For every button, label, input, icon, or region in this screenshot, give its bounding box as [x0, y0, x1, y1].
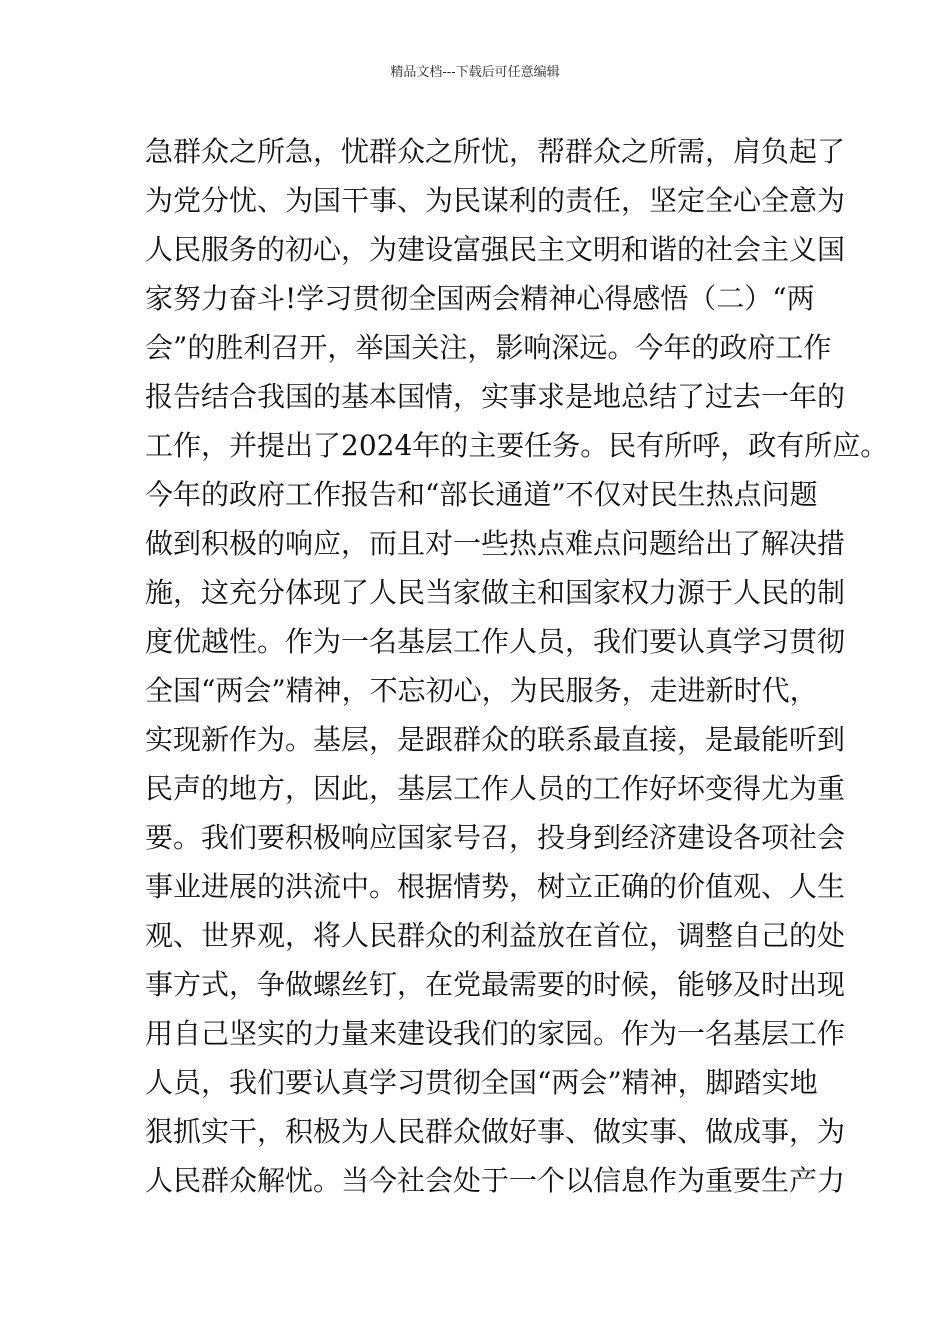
text-line: 为党分忧、为国干事、为民谋利的责任，坚定全心全意为	[145, 184, 846, 217]
text-line: 会”的胜利召开，举国关注，影响深远。今年的政府工作	[145, 331, 832, 364]
text-line: 施，这充分体现了人民当家做主和国家权力源于人民的制	[145, 576, 846, 609]
text-line: 全国“两会”精神，不忘初心，为民服务，走进新时代，	[145, 674, 818, 707]
text-line: 要。我们要积极响应国家号召，投身到经济建设各项社会	[145, 821, 846, 854]
text-line: 今年的政府工作报告和“部长通道”不仅对民生热点问题	[145, 478, 818, 511]
text-line: 度优越性。作为一名基层工作人员，我们要认真学习贯彻	[145, 625, 846, 658]
text-line: 观、世界观，将人民群众的利益放在首位，调整自己的处	[145, 919, 846, 952]
text-line: 人民服务的初心，为建设富强民主文明和谐的社会主义国	[145, 233, 846, 266]
text-line: 民声的地方，因此，基层工作人员的工作好坏变得尤为重	[145, 772, 846, 805]
text-line: 事业进展的洪流中。根据情势，树立正确的价值观、人生	[145, 870, 846, 903]
text-line: 工作，并提出了2024年的主要任务。民有所呼，政有所应。	[145, 429, 889, 462]
text-line: 家努力奋斗!学习贯彻全国两会精神心得感悟（二）“两	[145, 282, 815, 315]
text-line: 急群众之所急，忧群众之所忧，帮群众之所需，肩负起了	[145, 135, 846, 168]
document-body	[145, 127, 888, 1205]
text-line: 人民群众解忧。当今社会处于一个以信息作为重要生产力	[145, 1164, 846, 1197]
text-line: 实现新作为。基层，是跟群众的联系最直接，是最能听到	[145, 723, 846, 756]
text-line: 用自己坚实的力量来建设我们的家园。作为一名基层工作	[145, 1017, 846, 1050]
text-line: 报告结合我国的基本国情，实事求是地总结了过去一年的	[145, 380, 846, 413]
text-line: 做到积极的响应，而且对一些热点难点问题给出了解决措	[145, 527, 846, 560]
text-line: 事方式，争做螺丝钉，在党最需要的时候，能够及时出现	[145, 968, 846, 1001]
text-line: 狠抓实干，积极为人民群众做好事、做实事、做成事，为	[145, 1115, 846, 1148]
text-line: 人员，我们要认真学习贯彻全国“两会”精神，脚踏实地	[145, 1066, 818, 1099]
page-header: 精品文档---下载后可任意编辑	[390, 65, 560, 80]
